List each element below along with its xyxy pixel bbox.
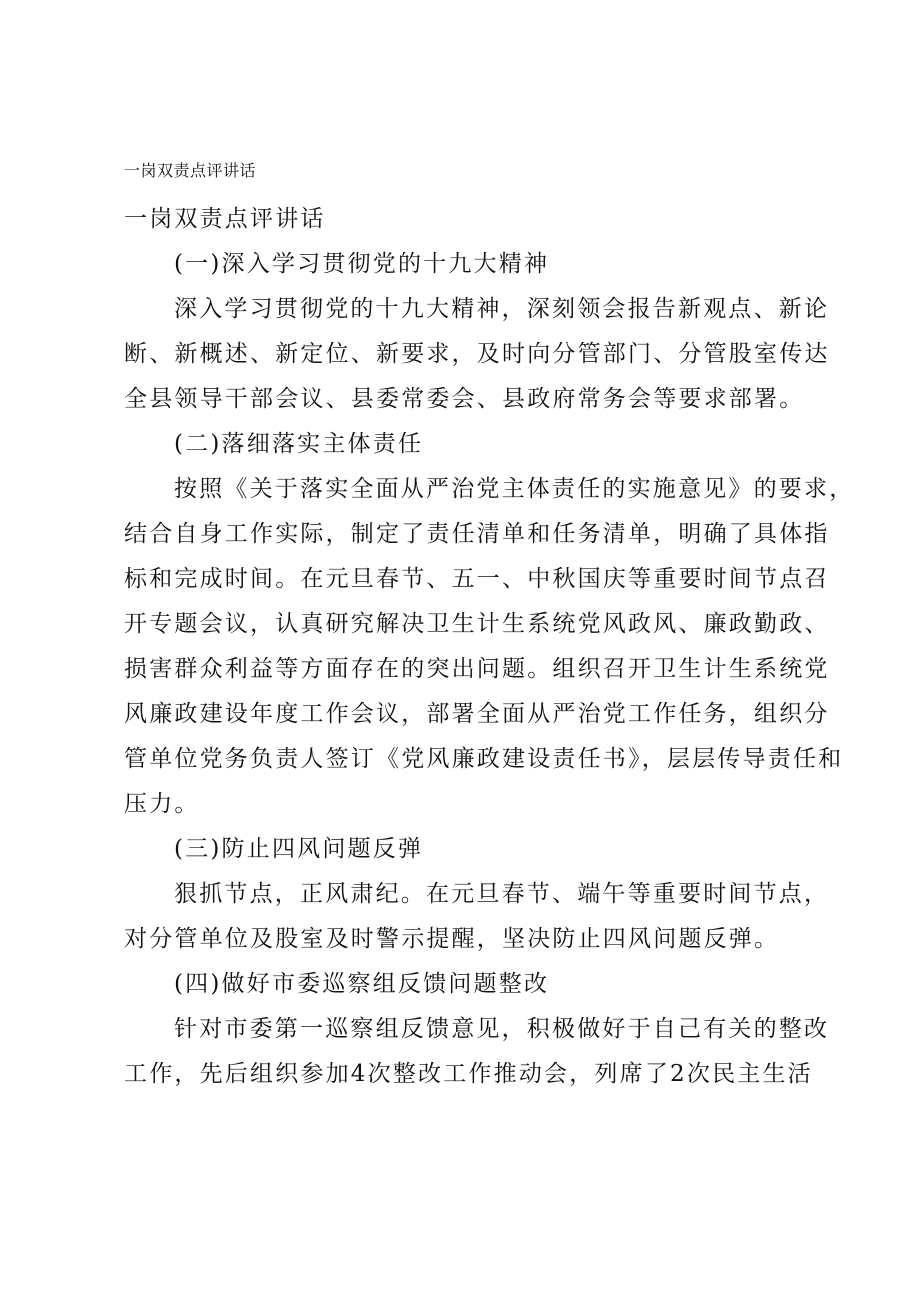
paragraph-line: 开专题会议，认真研究解决卫生计生系统党风政风、廉政勤政、 (124, 611, 830, 637)
paragraph-line: 标和完成时间。在元旦春节、五一、中秋国庆等重要时间节点召 (124, 566, 830, 592)
paragraph-line: 狠抓节点，正风肃纪。在元旦春节、端午等重要时间节点， (174, 881, 830, 907)
paragraph-line: 对分管单位及股室及时警示提醒，坚决防止四风问题反弹。 (124, 926, 780, 952)
paragraph-line: 按照《关于落实全面从严治党主体责任的实施意见》的要求， (174, 476, 855, 502)
section-heading-1: (一)深入学习贯彻党的十九大精神 (174, 251, 550, 277)
section-heading-3: (三)防止四风问题反弹 (174, 836, 424, 862)
paragraph-line: 针对市委第一巡察组反馈意见，积极做好于自己有关的整改 (174, 1016, 830, 1042)
paragraph-line: 断、新概述、新定位、新要求，及时向分管部门、分管股室传达 (124, 341, 830, 367)
paragraph-line: 损害群众利益等方面存在的突出问题。组织召开卫生计生系统党 (124, 656, 830, 682)
paragraph-line: 全县领导干部会议、县委常委会、县政府常务会等要求部署。 (124, 386, 805, 412)
header-small-title: 一岗双责点评讲话 (124, 161, 257, 180)
paragraph-line: 压力。 (124, 791, 200, 817)
paragraph-line: 结合自身工作实际，制定了责任清单和任务清单，明确了具体指 (124, 521, 830, 547)
section-heading-2: (二)落细落实主体责任 (174, 431, 424, 457)
section-heading-4: (四)做好市委巡察组反馈问题整改 (174, 971, 550, 997)
paragraph-line: 工作，先后组织参加4次整改工作推动会，列席了2次民主生活 (124, 1061, 813, 1087)
paragraph-line: 风廉政建设年度工作会议，部署全面从严治党工作任务，组织分 (124, 701, 830, 727)
paragraph-line: 管单位党务负责人签订《党风廉政建设责任书》，层层传导责任和 (124, 746, 844, 772)
paragraph-line: 深入学习贯彻党的十九大精神，深刻领会报告新观点、新论 (174, 296, 830, 322)
document-body (124, 197, 855, 1097)
document-title: 一岗双责点评讲话 (124, 206, 326, 232)
